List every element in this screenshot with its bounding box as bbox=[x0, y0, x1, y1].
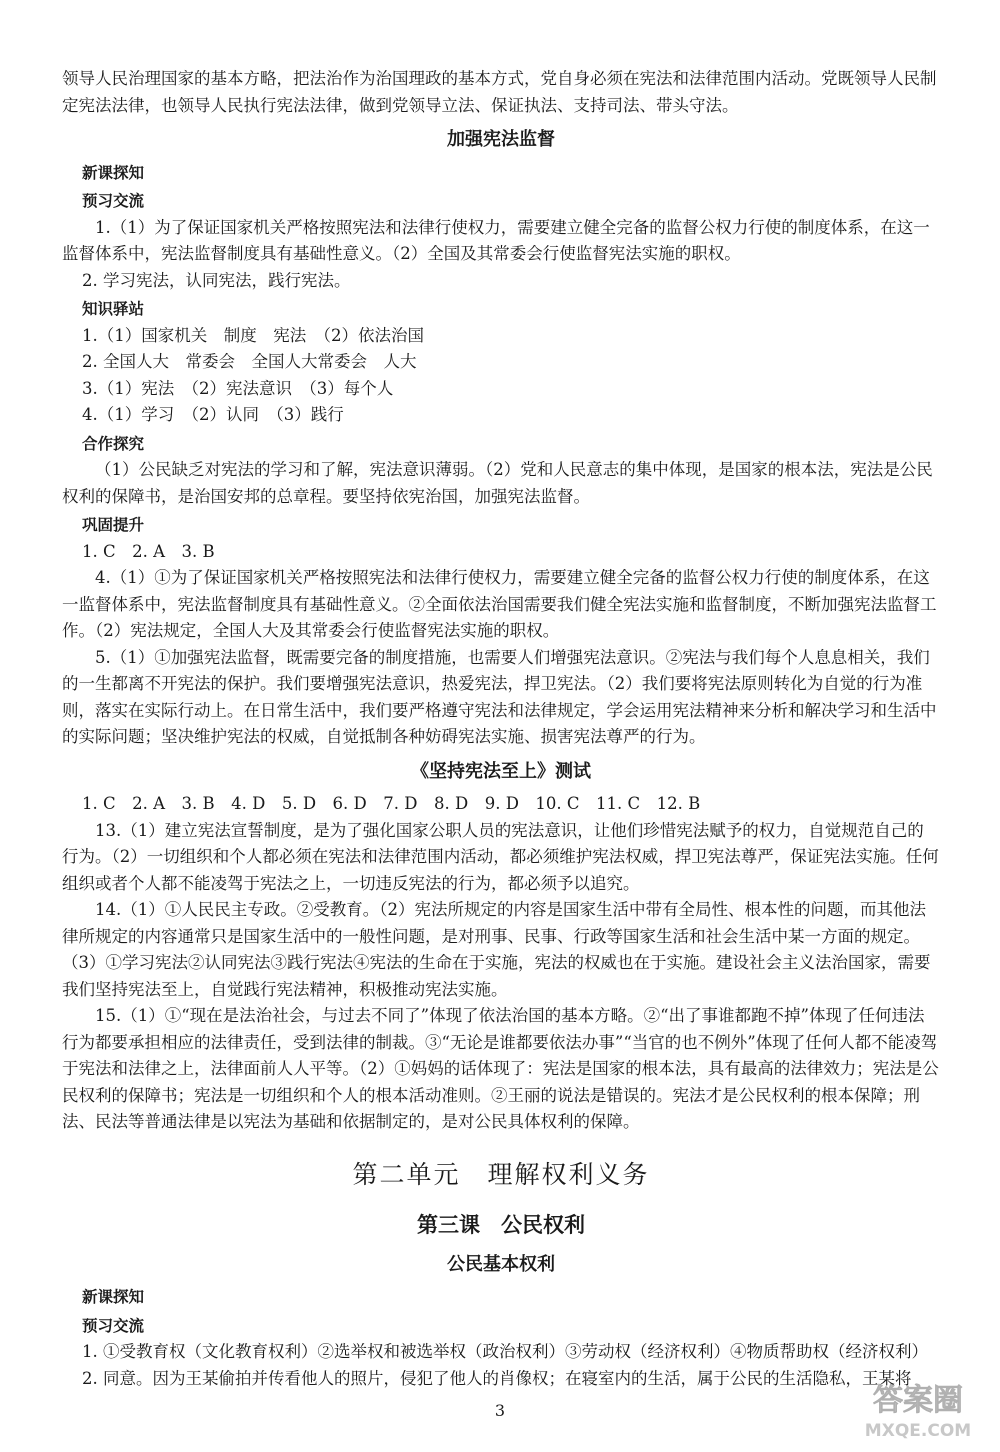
lesson-title: 第三课 公民权利 bbox=[417, 1212, 585, 1237]
page-content bbox=[62, 66, 940, 1392]
watermark-logo bbox=[848, 1372, 988, 1442]
page-number: 3 bbox=[494, 1401, 506, 1420]
watermark-url: MXQE.COM bbox=[864, 1421, 972, 1441]
subheading-knowledge: 知识驿站 bbox=[82, 300, 145, 318]
answer-paragraph: 14.（1）①人民民主专政。②受教育。（2）宪法所规定的内容是国家生活中带有全局性、根本性的问题，而其他法律所规定的内容通常只是国家生活中的一般性问题，是对刑事、民事、行政等国家生活和社会生活中某一方面的规定。（3）①学习宪法②认同宪法③践行宪法④宪法的生命在于实施，宪法的权威也在于实施。建设社会主义法治国家，需要我们坚持宪法至上，自觉践行宪法精神，积极推动宪法实施。 bbox=[62, 900, 931, 999]
answer-paragraph: 15.（1）①“现在是法治社会，与过去不同了”体现了依法治国的基本方略。②“出了事谁都跑不掉”体现了任何违法行为都要承担相应的法律责任，受到法律的制裁。③“无论是谁都要依法办事”“当官的也不例外”体现了任何人都不能凌驾于宪法和法律之上，法律面前人人平等。（2）①妈妈的话体现了：宪法是国家的根本法，具有最高的法律效力；宪法是公民权利的保障书；宪法是一切组织和个人的根本活动准则。②王丽的说法是错误的。宪法才是公民权利的根本保障；刑法、民法等普通法律是以宪法为基础和依据制定的，是对公民具体权利的保障。 bbox=[62, 1006, 939, 1131]
answer-line: 4.（1）学习 （2）认同 （3）践行 bbox=[82, 405, 344, 424]
answer-line: 2. 全国人大 常委会 全国人大常委会 人大 bbox=[82, 352, 417, 371]
answer-paragraph: 5.（1）①加强宪法监督，既需要完备的制度措施，也需要人们增强宪法意识。②宪法与我们每个人息息相关，我们的一生都离不开宪法的保护。我们要增强宪法意识，热爱宪法，捍卫宪法。（2）我们要将宪法原则转化为自觉的行为准则，落实在实际行动上。在日常生活中，我们要严格遵守宪法和法律规定，学会运用宪法精神来分析和解决学习和生活中的实际问题；坚决维护宪法的权威，自觉抵制各种妨碍宪法实施、损害宪法尊严的行为。 bbox=[62, 647, 937, 746]
answer-paragraph: 13.（1）建立宪法宣誓制度，是为了强化国家公职人员的宪法意识，让他们珍惜宪法赋予的权力，自觉规范自己的行为。（2）一切组织和个人都必须在宪法和法律范围内活动，都必须维护宪法权威，捍卫宪法尊严，保证宪法实施。任何组织或者个人都不能凌驾于宪法之上，一切违反宪法的行为，都必须予以追究。 bbox=[62, 820, 939, 893]
intro-paragraph: 领导人民治理国家的基本方略，把法治作为治国理政的基本方式，党自身必须在宪法和法律范围内活动。党既领导人民制定宪法法律，也领导人民执行宪法法律，做到党领导立法、保证执法、支持司法、带头守法。 bbox=[62, 69, 937, 115]
section-title-test: 《坚持宪法至上》测试 bbox=[411, 760, 591, 782]
subheading-preview: 预习交流 bbox=[82, 1316, 145, 1335]
answer-line: 3.（1）宪法 （2）宪法意识 （3）每个人 bbox=[82, 378, 394, 398]
subheading-new-lesson: 新课探知 bbox=[82, 163, 145, 182]
unit-title: 第二单元 理解权利义务 bbox=[352, 1159, 650, 1189]
subheading-cooperation: 合作探究 bbox=[82, 434, 145, 453]
subheading-consolidate: 巩固提升 bbox=[82, 516, 145, 534]
answer-line: 1. C 2. A 3. B bbox=[82, 541, 215, 561]
answer-paragraph: 4.（1）①为了保证国家机关严格按照宪法和法律行使权力，需要建立健全完备的监督公权力行使的制度体系，在这一监督体系中，宪法监督制度具有基础性意义。②全面依法治国需要我们健全宪法实施和监督制度，不断加强宪法监督工作。（2）宪法规定，全国人大及其常委会行使监督宪法实施的职权。 bbox=[62, 568, 937, 640]
answer-line: 2. 同意。因为王某偷拍并传看他人的照片，侵犯了他人的肖像权；在寝室内的生活，属于公民的生活隐私，王某将 bbox=[82, 1368, 912, 1388]
section-title-strengthen-supervision: 加强宪法监督 bbox=[447, 129, 555, 150]
answer-line: 1. C 2. A 3. B 4. D 5. D 6. D 7. D 8. D 9. D 10. C 11. C 12. B bbox=[82, 794, 701, 813]
subheading-new-lesson: 新课探知 bbox=[82, 1288, 145, 1306]
subheading-preview: 预习交流 bbox=[82, 192, 145, 210]
section-title-basic-rights: 公民基本权利 bbox=[447, 1253, 555, 1275]
watermark-text: 答案圈 bbox=[873, 1383, 963, 1418]
answer-line: 1.（1）国家机关 制度 宪法 （2）依法治国 bbox=[82, 325, 424, 345]
answer-line: 2. 学习宪法，认同宪法，践行宪法。 bbox=[82, 270, 351, 290]
answer-paragraph: （1）公民缺乏对宪法的学习和了解，宪法意识薄弱。（2）党和人民意志的集中体现，是国家的根本法，宪法是公民权利的保障书，是治国安邦的总章程。要坚持依宪治国，加强宪法监督。 bbox=[62, 460, 933, 506]
answer-line: 1. ①受教育权（文化教育权利）②选举权和被选举权（政治权利）③劳动权（经济权利）④物质帮助权（经济权利） bbox=[82, 1342, 928, 1361]
answer-paragraph: 1.（1）为了保证国家机关严格按照宪法和法律行使权力，需要建立健全完备的监督公权力行使的制度体系，在这一监督体系中，宪法监督制度具有基础性意义。（2）全国及其常委会行使监督宪法实施的职权。 bbox=[62, 217, 930, 263]
